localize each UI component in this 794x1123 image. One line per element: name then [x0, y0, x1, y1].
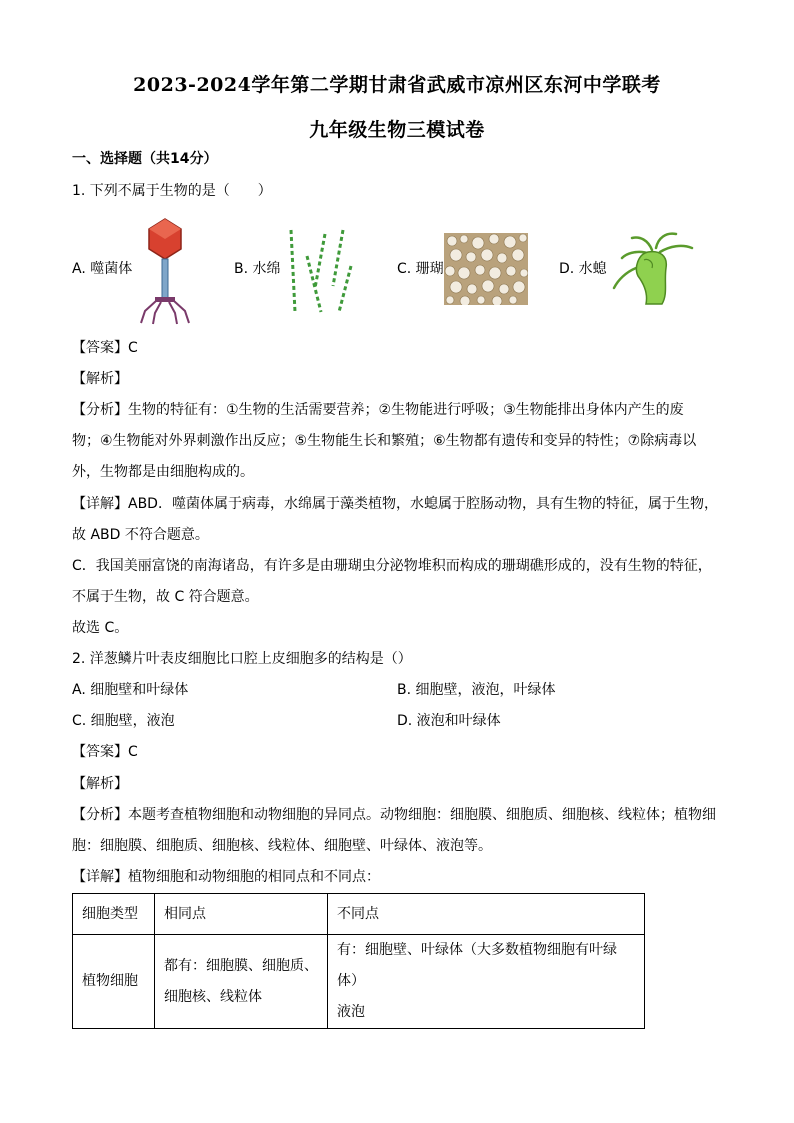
coral-image: [444, 233, 528, 305]
table-cell-line: 都有：细胞膜、细胞质、: [164, 957, 318, 974]
table-row: [73, 935, 645, 1029]
exam-subtitle: 九年级生物三模试卷: [309, 119, 485, 141]
q1-detail-line: C．我国美丽富饶的南海诸岛，有许多是由珊瑚虫分泌物堆积而构成的珊瑚礁形成的，没有生物的特征，: [72, 558, 712, 574]
table-header-cell: 相同点: [155, 894, 328, 935]
q1-answer: 【答案】C: [72, 340, 138, 356]
cell-comparison-table: [72, 893, 645, 1029]
q2-option-d: D. 液泡和叶绿体: [397, 713, 501, 729]
q2-detail-intro: 【详解】植物细胞和动物细胞的相同点和不同点：: [72, 869, 380, 885]
q1-detail-line: 不属于生物，故 C 符合题意。: [72, 589, 259, 605]
hydra-image: [608, 228, 696, 308]
q2-stem: 2. 洋葱鳞片叶表皮细胞比口腔上皮细胞多的结构是（）: [72, 651, 412, 667]
q2-option-c: C. 细胞壁，液泡: [72, 713, 175, 729]
q1-option-d: D. 水螅: [559, 261, 607, 277]
q2-analysis-line: 【分析】本题考查植物细胞和动物细胞的异同点。动物细胞：细胞膜、细胞质、细胞核、线粒体；植物细: [72, 807, 716, 823]
exam-title: 2023-2024学年第二学期甘肃省武威市凉州区东河中学联考: [133, 74, 661, 96]
q1-analysis-tag: 【解析】: [72, 371, 128, 387]
q1-detail-line: 故选 C。: [72, 620, 129, 636]
q2-option-a: A. 细胞壁和叶绿体: [72, 682, 189, 698]
table-cell-same: [155, 935, 328, 1029]
q1-option-b: B. 水绵: [234, 261, 281, 277]
q1-analysis-line: 【分析】生物的特征有：①生物的生活需要营养；②生物能进行呼吸；③生物能排出身体内产生的废: [72, 402, 684, 418]
spirogyra-image: [285, 226, 357, 316]
q1-detail-line: 【详解】ABD．噬菌体属于病毒，水绵属于藻类植物，水螅属于腔肠动物，具有生物的特征，属于生物，: [72, 496, 718, 512]
table-cell-line: 液泡: [337, 1004, 365, 1020]
section-heading: 一、选择题（共14分）: [72, 151, 218, 167]
q2-analysis-tag: 【解析】: [72, 776, 128, 792]
table-cell-type: 植物细胞: [73, 935, 155, 1029]
q1-stem: 1. 下列不属于生物的是（ ）: [72, 183, 272, 199]
q1-option-a: A. 噬菌体: [72, 261, 133, 277]
table-header-cell: 细胞类型: [73, 894, 155, 935]
q2-analysis-line: 胞：细胞膜、细胞质、细胞核、线粒体、细胞壁、叶绿体、液泡等。: [72, 838, 492, 854]
table-cell-line: 细胞核、线粒体: [164, 988, 262, 1005]
q2-option-b: B. 细胞壁，液泡，叶绿体: [397, 682, 556, 698]
table-cell-diff: [328, 935, 645, 1029]
q1-option-c: C. 珊瑚: [397, 261, 444, 277]
table-header-cell: 不同点: [328, 894, 645, 935]
q1-analysis-line: 物；④生物能对外界刺激作出反应；⑤生物能生长和繁殖；⑥生物都有遗传和变异的特性；⑦除病毒以: [72, 433, 697, 449]
table-cell-line: 有：细胞壁、叶绿体（大多数植物细胞有叶绿体）: [337, 942, 617, 989]
table-header-row: [73, 894, 645, 935]
q1-analysis-line: 外，生物都是由细胞构成的。: [72, 464, 254, 480]
bacteriophage-image: [133, 215, 197, 325]
q2-answer: 【答案】C: [72, 744, 138, 760]
q1-detail-line: 故 ABD 不符合题意。: [72, 527, 209, 543]
